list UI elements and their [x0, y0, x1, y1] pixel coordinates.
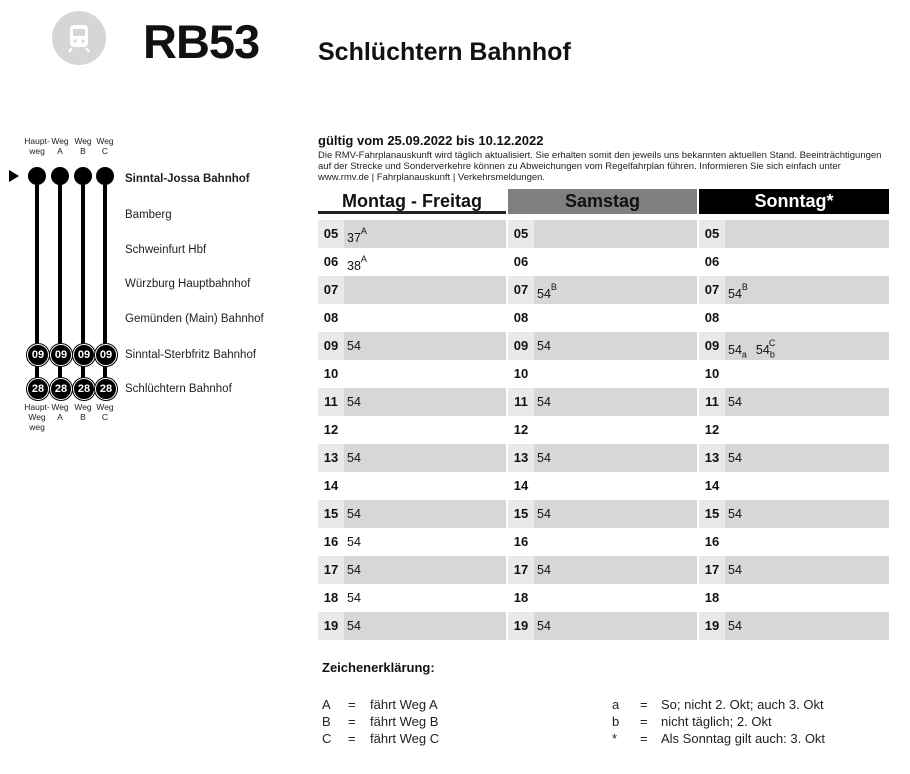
header-weekday: Montag - Freitag — [318, 189, 506, 214]
route-column-footer — [91, 402, 119, 422]
footnote-sup: C — [768, 338, 776, 348]
legend-text: Als Sonntag gilt auch: 3. Okt — [661, 731, 826, 746]
minutes-cell — [347, 444, 370, 472]
footnote-sup: A — [360, 226, 367, 236]
header-saturday: Samstag — [508, 189, 697, 214]
timetable-row — [318, 388, 506, 416]
timetable-row — [508, 416, 697, 444]
departure-minute-badge: 09 — [73, 344, 95, 366]
timetable-row — [318, 584, 506, 612]
legend-key: a — [612, 697, 620, 712]
minutes-cell — [537, 276, 566, 304]
timetable-row — [318, 416, 506, 444]
legend-equals: = — [640, 697, 648, 712]
route-stop: Schweinfurt Hbf — [125, 244, 207, 256]
hour-cell: 11 — [508, 388, 534, 416]
arrival-minute-badge: 28 — [50, 378, 72, 400]
minute-value: 54 — [728, 507, 742, 521]
minute-value: 54 — [537, 507, 551, 521]
departure-minute — [537, 395, 551, 409]
departure-minute — [347, 619, 361, 633]
route-column-footer-line: Weg — [74, 402, 92, 412]
minutes-cell — [537, 500, 560, 528]
hour-cell: 13 — [508, 444, 534, 472]
hour-cell: 05 — [318, 220, 344, 248]
minutes-cell — [347, 332, 370, 360]
hour-cell: 06 — [704, 254, 720, 269]
route-column-footer-line: B — [80, 412, 86, 422]
departure-minute — [755, 338, 776, 360]
minute-value: 54 — [537, 395, 551, 409]
legend-text: fährt Weg C — [370, 731, 440, 746]
timetable-row — [318, 500, 506, 528]
minute-value: 54 — [728, 395, 742, 409]
timetable-row — [699, 528, 889, 556]
route-column-header-line: Haupt- — [24, 136, 50, 146]
timetable-row — [318, 304, 506, 332]
hour-cell: 19 — [699, 612, 725, 640]
hour-cell: 09 — [318, 332, 344, 360]
hour-cell: 12 — [704, 422, 720, 437]
route-column-header-line: weg — [29, 146, 45, 156]
hour-cell: 08 — [323, 310, 339, 325]
arrival-minute-badge: 28 — [95, 378, 117, 400]
hour-cell: 12 — [513, 422, 529, 437]
route-column-header-line: Weg — [96, 136, 114, 146]
validity-note: Die RMV-Fahrplanauskunft wird täglich aktualisiert. Sie erhalten somit den jeweils uns bekannten aktuellen Stand. Beeinträchtigungen auf der Strecke und Sonderverkehre können zu Abweichungen vom Regelfahrplan führen. Informieren Sie sich einfach unter www.rmv.de | Fahrplanauskunft | Verkehrsmeldungen. — [318, 150, 882, 183]
departure-minute — [537, 282, 557, 302]
timetable-row — [318, 444, 506, 472]
hour-cell: 18 — [704, 590, 720, 605]
route-start-dot — [28, 167, 46, 185]
minutes-cell — [347, 500, 370, 528]
timetable-row — [699, 360, 889, 388]
minute-value: 54 — [728, 619, 742, 633]
timetable-row — [508, 276, 697, 304]
validity-title: gültig vom 25.09.2022 bis 10.12.2022 — [318, 133, 544, 148]
hour-cell: 06 — [513, 254, 529, 269]
departure-minute — [537, 339, 551, 353]
route-stop: Gemünden (Main) Bahnhof — [125, 313, 264, 325]
departure-minute — [537, 619, 551, 633]
departure-minute — [728, 451, 742, 465]
minutes-cell — [728, 332, 784, 360]
timetable-row — [508, 360, 697, 388]
footnote-sub: b — [769, 349, 775, 360]
hour-cell: 09 — [508, 332, 534, 360]
legend-text: fährt Weg B — [370, 714, 439, 729]
timetable-row — [318, 472, 506, 500]
legend-equals: = — [348, 714, 356, 729]
minutes-cell — [728, 612, 751, 640]
minutes-cell — [728, 500, 751, 528]
timetable-row — [508, 472, 697, 500]
timetable-row — [318, 248, 506, 276]
current-stop-marker — [9, 170, 19, 182]
route-stop: Bamberg — [125, 209, 172, 221]
departure-minute — [728, 563, 742, 577]
route-stop: Sinntal-Jossa Bahnhof — [125, 173, 250, 185]
route-column-header — [91, 136, 119, 156]
timetable-row — [508, 584, 697, 612]
minutes-cell — [537, 444, 560, 472]
minute-value: 54 — [347, 339, 361, 353]
hour-cell: 14 — [513, 478, 529, 493]
departure-minute — [347, 254, 367, 274]
departure-minute-badge: 09 — [50, 344, 72, 366]
hour-cell: 09 — [699, 332, 725, 360]
line-number: RB53 — [143, 15, 260, 68]
legend-key: C — [322, 731, 332, 746]
hour-cell: 13 — [699, 444, 725, 472]
legend-key: A — [322, 697, 331, 712]
hour-cell: 17 — [318, 556, 344, 584]
legend-key: B — [322, 714, 331, 729]
timetable-row — [318, 528, 506, 556]
timetable-row — [699, 500, 889, 528]
hour-cell: 16 — [323, 534, 339, 549]
minutes-cell — [347, 584, 370, 612]
route-column-footer-line: A — [57, 412, 63, 422]
minute-value: 54 — [347, 563, 361, 577]
footnote-sup: A — [360, 254, 367, 264]
minutes-cell — [728, 276, 757, 304]
timetable-row — [699, 612, 889, 640]
timetable-row — [699, 416, 889, 444]
timetable-row — [699, 556, 889, 584]
timetable-row — [318, 360, 506, 388]
hour-cell: 19 — [508, 612, 534, 640]
departure-minute — [537, 563, 551, 577]
hour-cell: 14 — [704, 478, 720, 493]
route-column-footer-line: Haupt-Weg — [24, 402, 50, 422]
minute-value: 54 — [728, 343, 742, 358]
departure-minute — [347, 563, 361, 577]
arrival-minute-badge: 28 — [27, 378, 49, 400]
legend-text: fährt Weg A — [370, 697, 438, 712]
hour-cell: 16 — [513, 534, 529, 549]
timetable-row — [699, 444, 889, 472]
legend-equals: = — [640, 731, 648, 746]
timetable-row — [318, 276, 506, 304]
minute-value: 54 — [347, 451, 361, 465]
hour-cell: 17 — [699, 556, 725, 584]
minute-value: 38 — [347, 259, 361, 274]
hour-cell: 10 — [323, 366, 339, 381]
timetable-row — [699, 248, 889, 276]
hour-cell: 15 — [699, 500, 725, 528]
timetable-row — [318, 612, 506, 640]
hour-cell: 15 — [508, 500, 534, 528]
departure-minute — [347, 395, 361, 409]
legend-key: * — [612, 731, 618, 746]
hour-cell: 11 — [699, 388, 725, 416]
hour-cell: 17 — [508, 556, 534, 584]
route-column-footer-line: C — [101, 412, 109, 422]
hour-cell: 15 — [318, 500, 344, 528]
hour-cell: 10 — [513, 366, 529, 381]
hour-cell: 05 — [508, 220, 534, 248]
legend-equals: = — [640, 714, 648, 729]
route-column-header-line: B — [80, 146, 86, 156]
departure-minute — [728, 619, 742, 633]
hour-cell: 18 — [323, 590, 339, 605]
timetable-row — [508, 220, 697, 248]
legend-equals: = — [348, 697, 356, 712]
minutes-cell — [537, 332, 560, 360]
minutes-cell — [537, 612, 560, 640]
minute-value: 54 — [728, 563, 742, 577]
timetable-row — [508, 528, 697, 556]
minute-value: 54 — [347, 535, 361, 549]
timetable-row — [318, 556, 506, 584]
route-column-footer-line: Weg — [96, 402, 114, 412]
hour-cell: 11 — [318, 388, 344, 416]
timetable-row — [508, 388, 697, 416]
hour-cell: 05 — [699, 220, 725, 248]
route-stop: Sinntal-Sterbfritz Bahnhof — [125, 349, 257, 361]
minutes-cell — [728, 444, 751, 472]
hour-cell: 07 — [318, 276, 344, 304]
route-column-footer-line: weg — [29, 422, 45, 432]
departure-minute — [347, 226, 367, 246]
hour-cell: 08 — [704, 310, 720, 325]
minutes-cell — [347, 612, 370, 640]
legend-text: nicht täglich; 2. Okt — [661, 714, 772, 729]
departure-minute — [347, 507, 361, 521]
hour-cell: 19 — [318, 612, 344, 640]
legend-title: Zeichenerklärung: — [322, 660, 435, 675]
timetable-row — [508, 248, 697, 276]
header-sunday: Sonntag* — [699, 189, 889, 214]
minute-value: 54 — [728, 287, 742, 302]
hour-cell: 12 — [323, 422, 339, 437]
legend-equals: = — [348, 731, 356, 746]
departure-minute — [347, 339, 361, 353]
timetable-row — [508, 444, 697, 472]
minute-value: 54 — [537, 619, 551, 633]
minutes-cell — [728, 556, 751, 584]
departure-minute — [728, 395, 742, 409]
minute-value: 54 — [537, 451, 551, 465]
minute-value: 54 — [755, 343, 770, 358]
minute-value: 54 — [537, 563, 551, 577]
route-start-dot — [96, 167, 114, 185]
minutes-cell — [347, 248, 376, 276]
timetable-row — [699, 276, 889, 304]
timetable-row — [508, 332, 697, 360]
hour-cell: 08 — [513, 310, 529, 325]
departure-minute — [347, 535, 361, 549]
departure-minute — [728, 282, 748, 302]
timetable-row — [699, 304, 889, 332]
minute-value: 54 — [537, 339, 551, 353]
footnote-sup: B — [550, 282, 557, 292]
minute-value: 54 — [347, 395, 361, 409]
timetable-row — [699, 388, 889, 416]
minutes-cell — [347, 220, 376, 248]
timetable-row — [318, 220, 506, 248]
timetable-row — [508, 612, 697, 640]
legend-key: b — [612, 714, 620, 729]
footnote-sup: B — [741, 282, 748, 292]
minute-value: 54 — [728, 451, 742, 465]
departure-minute — [537, 507, 551, 521]
route-column-header-line: A — [57, 146, 63, 156]
minutes-cell — [347, 388, 370, 416]
hour-cell: 07 — [508, 276, 534, 304]
minutes-cell — [347, 528, 370, 556]
minute-value: 54 — [347, 591, 361, 605]
hour-cell: 13 — [318, 444, 344, 472]
minutes-cell — [347, 556, 370, 584]
minutes-cell — [537, 388, 560, 416]
train-icon — [63, 22, 95, 54]
legend-text: So; nicht 2. Okt; auch 3. Okt — [661, 697, 824, 712]
route-start-dot — [51, 167, 69, 185]
route-stop: Würzburg Hauptbahnhof — [125, 278, 251, 290]
timetable-row — [699, 332, 889, 360]
timetable-row — [318, 332, 506, 360]
departure-minute — [728, 507, 742, 521]
hour-cell: 16 — [704, 534, 720, 549]
timetable-row — [699, 220, 889, 248]
minute-value: 54 — [347, 619, 361, 633]
route-stop: Schlüchtern Bahnhof — [125, 383, 232, 395]
arrival-minute-badge: 28 — [73, 378, 95, 400]
departure-minute — [347, 451, 361, 465]
departure-minute — [728, 343, 747, 360]
route-column-header-line: Weg — [74, 136, 92, 146]
route-start-dot — [74, 167, 92, 185]
minute-value: 54 — [347, 507, 361, 521]
route-column-footer-line: Weg — [51, 402, 69, 412]
hour-cell: 06 — [323, 254, 339, 269]
timetable-row — [508, 556, 697, 584]
stop-title: Schlüchtern Bahnhof — [318, 38, 571, 66]
minute-value: 37 — [347, 231, 361, 246]
timetable-row — [699, 472, 889, 500]
timetable-row — [699, 584, 889, 612]
departure-minute-badge: 09 — [95, 344, 117, 366]
timetable-row — [508, 304, 697, 332]
route-column-header-line: Weg — [51, 136, 69, 146]
hour-cell: 10 — [704, 366, 720, 381]
route-column-header-line: C — [101, 146, 109, 156]
minutes-cell — [537, 556, 560, 584]
train-logo — [52, 11, 106, 65]
timetable-row — [508, 500, 697, 528]
minutes-cell — [728, 388, 751, 416]
footnote-sub: a — [741, 349, 747, 360]
hour-cell: 18 — [513, 590, 529, 605]
hour-cell: 07 — [699, 276, 725, 304]
departure-minute — [347, 591, 361, 605]
departure-minute — [537, 451, 551, 465]
hour-cell: 14 — [323, 478, 339, 493]
departure-minute-badge: 09 — [27, 344, 49, 366]
minute-value: 54 — [537, 287, 551, 302]
